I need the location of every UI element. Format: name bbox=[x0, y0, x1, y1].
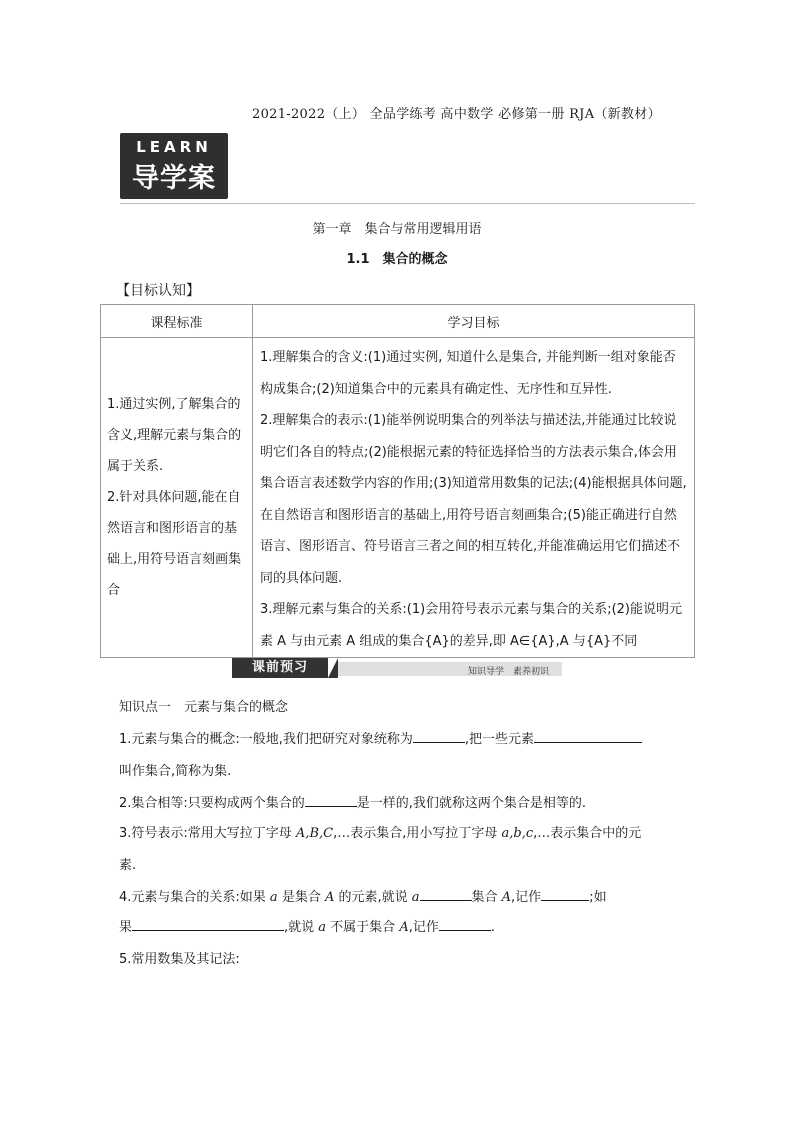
text: 3.符号表示:常用大写拉丁字母 bbox=[119, 826, 296, 841]
item-4-cont bbox=[119, 916, 495, 935]
fill-blank bbox=[132, 918, 284, 931]
fill-blank bbox=[534, 730, 642, 743]
section-title: 1.1 集合的概念 bbox=[346, 252, 448, 267]
fill-blank bbox=[439, 918, 491, 931]
text: 集合 bbox=[471, 890, 502, 905]
text: 是一样的,我们就称这两个集合是相等的. bbox=[356, 796, 587, 811]
logo-main-text: 导学案 bbox=[132, 163, 216, 194]
goals-text: 1.理解集合的含义:(1)通过实例, 知道什么是集合, 并能判断一组对象能否构成集合;(2)知道集合中的元素具有确定性、无序性和互异性. 2.理解集合的表示:(1)能举例说明集合的列举法与描述法,并能通过比较说明它们各自的特点;(2)能根据元素的特征选择恰当的方法表示集合,体会用集合语言表述数学内容的作用;(3)知道常用数集的记法;(4)能根据具体问题,在自然语言和图形语言的基础上,用符号语言刻画集合;(5)能正确进行自然语言、图形语言、符号语言三者之间的相互转化,并能准确运用它们描述不同的具体问题. 3.理解元素与集合的关系:(1)会用符号表示元素与集合的关系;(2)能说明元素 A 与由元素 A 组成的集合{A}的差异,即 A∈{A},A 与{A}不同 bbox=[260, 350, 687, 649]
standard-cell bbox=[101, 338, 253, 658]
table-header-row bbox=[101, 305, 695, 338]
var-text: a bbox=[318, 920, 327, 935]
section-banner bbox=[232, 658, 562, 678]
goals-cell bbox=[253, 338, 695, 658]
var-text: a bbox=[411, 890, 420, 905]
header-standard: 课程标准 bbox=[101, 305, 253, 338]
standard-text: 1.通过实例,了解集合的含义,理解元素与集合的属于关系. 2.针对具体问题,能在自然语言和图形语言的基础上,用符号语言刻画集合 bbox=[107, 397, 242, 598]
header-rule bbox=[120, 203, 695, 204]
var-text: A bbox=[399, 920, 409, 935]
logo-top-text: LEARN bbox=[136, 138, 212, 156]
item-3 bbox=[119, 822, 641, 841]
learn-logo bbox=[120, 133, 228, 199]
text: . bbox=[490, 920, 495, 935]
item-5: 5.常用数集及其记法: bbox=[119, 952, 240, 967]
var-text: A bbox=[501, 890, 512, 905]
fill-blank bbox=[420, 888, 472, 901]
item-1-cont: 叫作集合,简称为集. bbox=[119, 764, 232, 779]
item-3-cont: 素. bbox=[119, 858, 137, 873]
item-4 bbox=[119, 886, 607, 905]
banner-subtitle: 知识导学 素养初识 bbox=[468, 667, 550, 677]
text: 果 bbox=[119, 920, 133, 935]
knowledge-point-title: 知识点一 元素与集合的概念 bbox=[119, 700, 289, 715]
item-1 bbox=[119, 728, 642, 747]
table-row bbox=[101, 338, 695, 658]
var-text: a bbox=[269, 890, 278, 905]
chapter-title: 第一章 集合与常用逻辑用语 bbox=[312, 222, 482, 237]
text: ,…表示集合,用小写拉丁字母 bbox=[333, 826, 502, 841]
goal-label: 【目标认知】 bbox=[116, 283, 200, 299]
text: ,…表示集合中的元 bbox=[533, 826, 642, 841]
text: 2.集合相等:只要构成两个集合的 bbox=[119, 796, 305, 811]
text: 是集合 bbox=[277, 890, 325, 905]
var-text: A,B,C bbox=[295, 826, 334, 841]
page-header: 2021-2022（上） 全品学练考 高中数学 必修第一册 RJA（新教材） bbox=[252, 107, 661, 122]
var-text: a,b,c bbox=[501, 826, 534, 841]
text: 的元素,就说 bbox=[334, 890, 412, 905]
text: ,记作 bbox=[511, 890, 542, 905]
var-text: A bbox=[324, 890, 335, 905]
fill-blank bbox=[541, 888, 589, 901]
text: ,把一些元素 bbox=[464, 732, 535, 747]
goals-table bbox=[100, 304, 695, 658]
item-2 bbox=[119, 792, 586, 811]
banner-title: 课前预习 bbox=[232, 658, 328, 678]
text: 1.元素与集合的概念:一般地,我们把研究对象统称为 bbox=[119, 732, 413, 747]
header-goals: 学习目标 bbox=[253, 305, 695, 338]
text: ;如 bbox=[589, 890, 607, 905]
fill-blank bbox=[305, 794, 357, 807]
text: 不属于集合 bbox=[326, 920, 400, 935]
banner-triangle bbox=[328, 658, 338, 678]
fill-blank bbox=[413, 730, 465, 743]
text: 4.元素与集合的关系:如果 bbox=[119, 890, 270, 905]
text: ,就说 bbox=[284, 920, 319, 935]
text: ,记作 bbox=[408, 920, 439, 935]
